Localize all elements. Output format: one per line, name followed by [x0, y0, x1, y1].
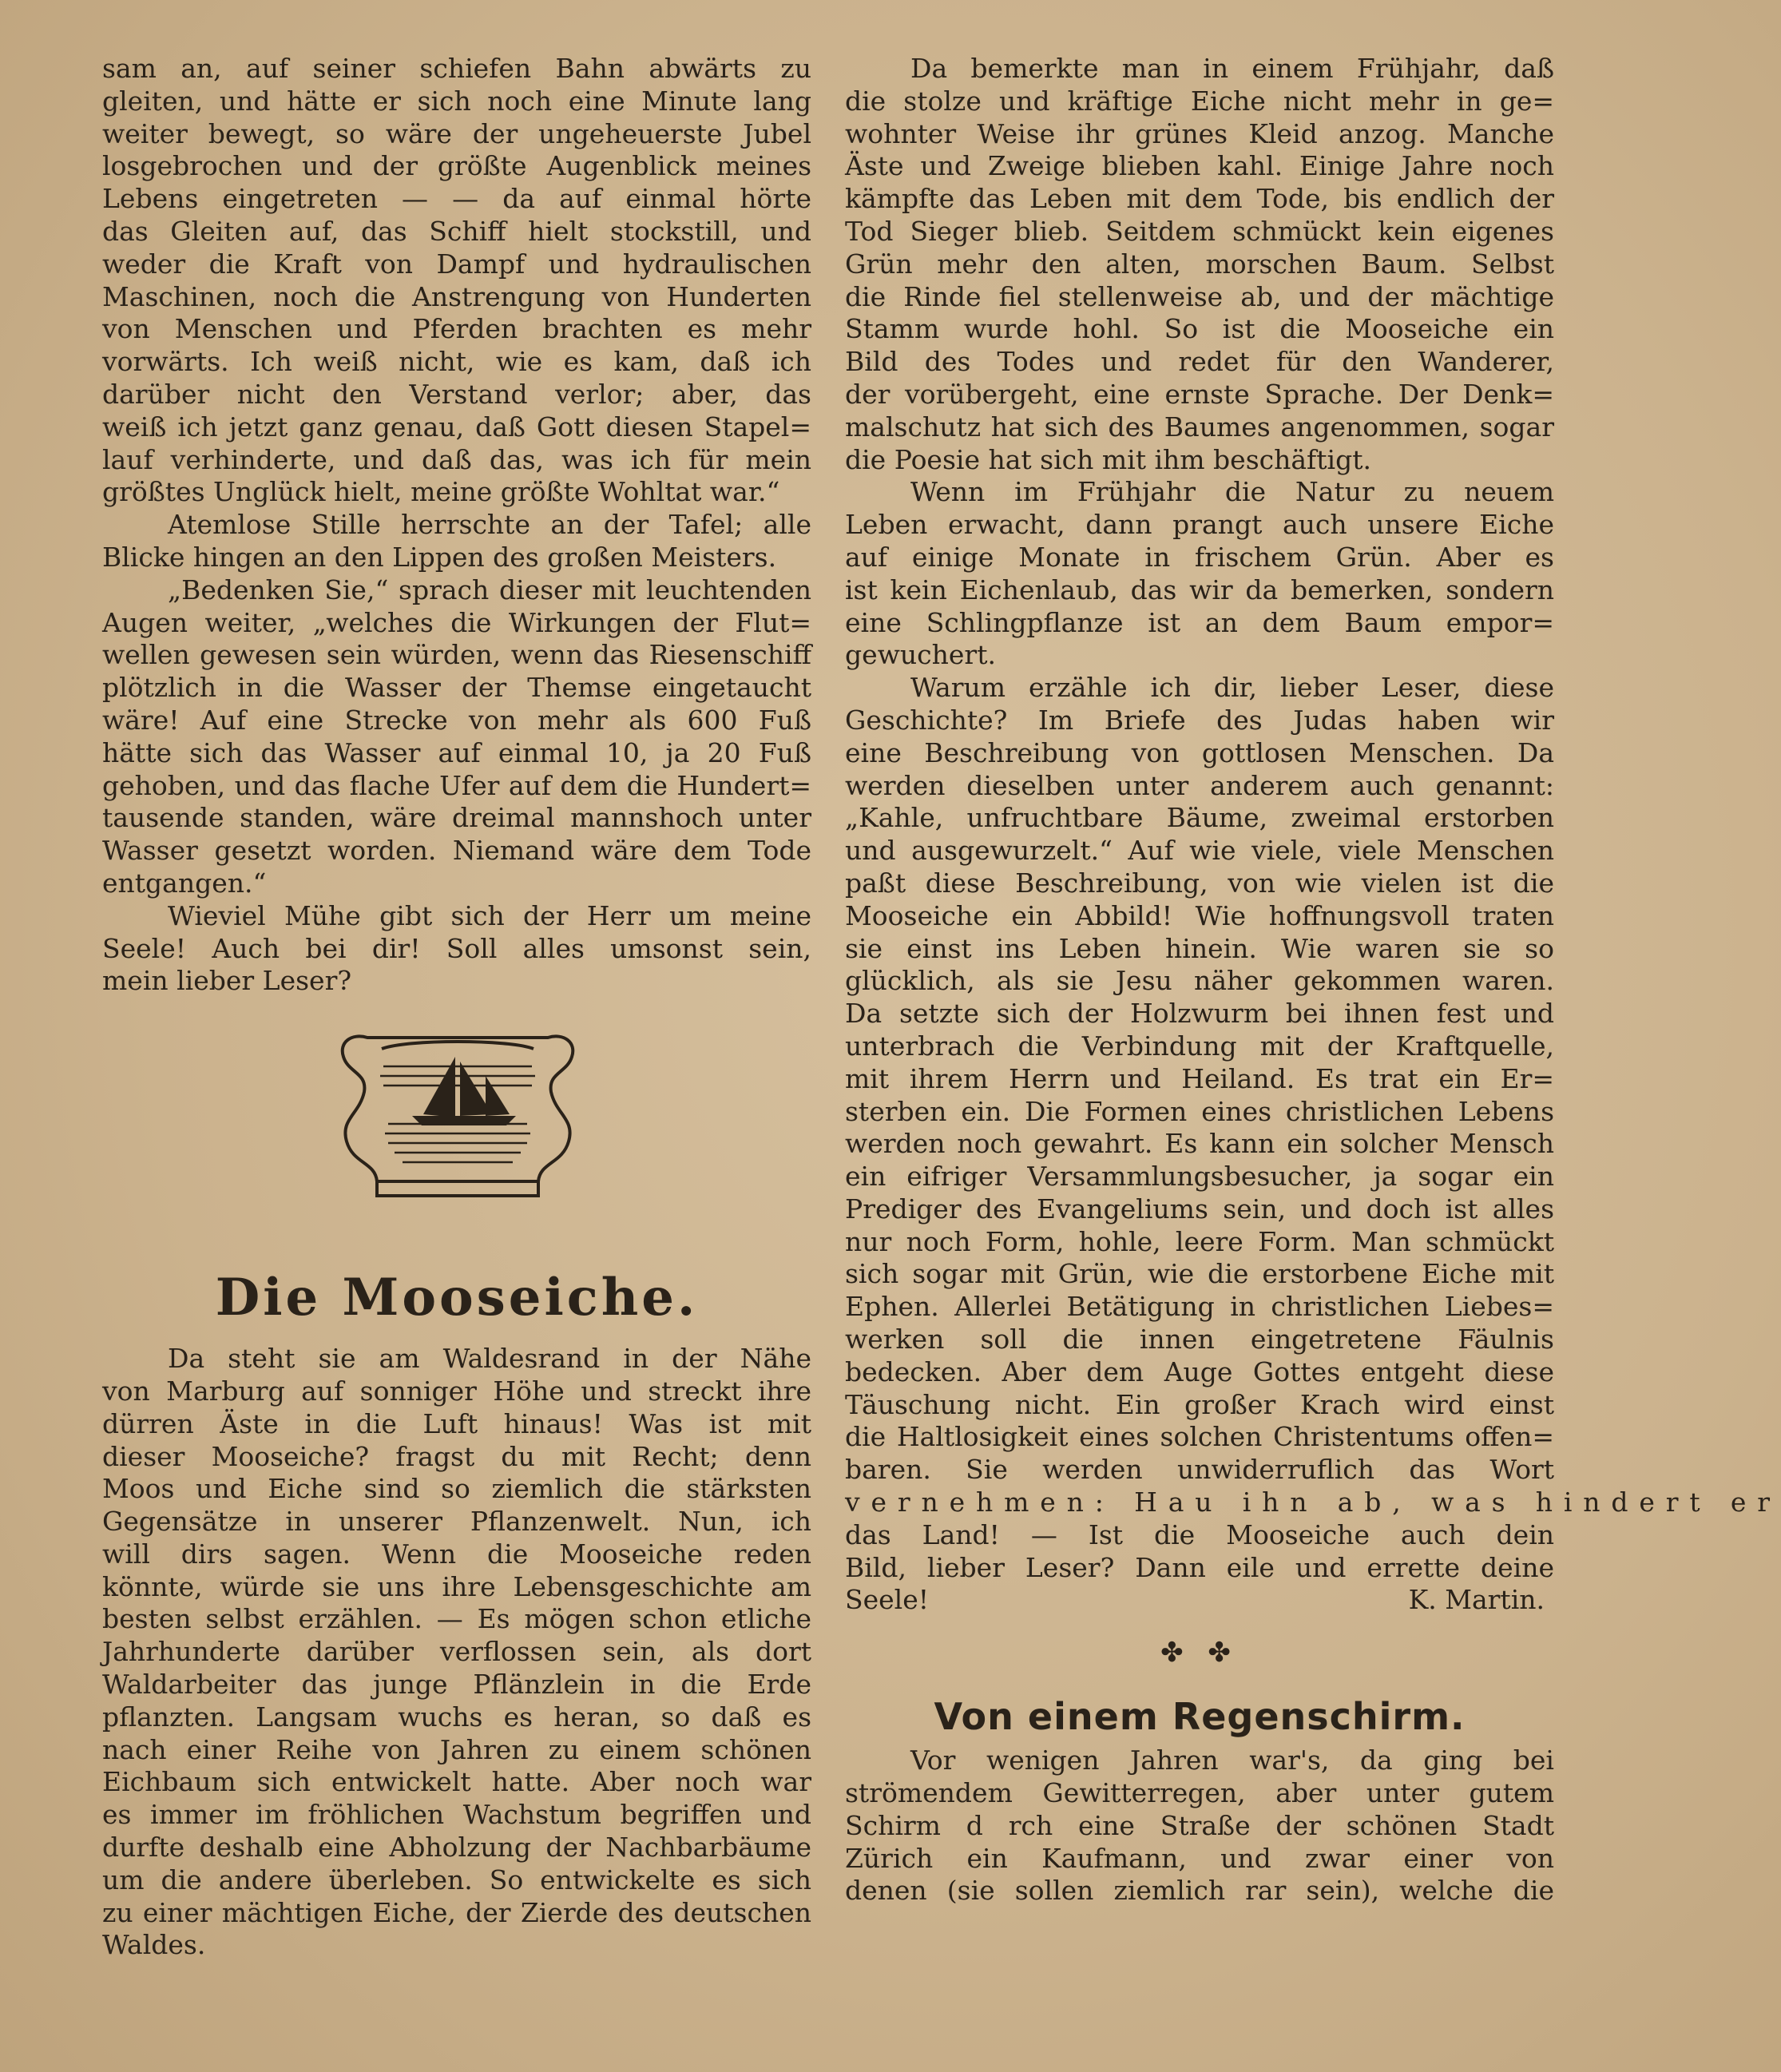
- text-line: malschutz hat sich des Baumes angenommen, sogar: [845, 411, 1554, 443]
- text-line: [845, 1584, 1554, 1617]
- text-line: Prediger des Evangeliums sein, und doch ist alles: [845, 1193, 1554, 1225]
- text-line: pflanzten. Langsam wuchs es heran, so daß es: [102, 1701, 811, 1733]
- text-line: losgebrochen und der größte Augenblick meines: [102, 150, 811, 182]
- text-line: Vor wenigen Jahren war's, da ging bei: [910, 1745, 1554, 1776]
- text-line: hätte sich das Wasser auf einmal 10, ja 20 Fuß: [102, 736, 811, 768]
- text-line: Stamm wurde hohl. So ist die Mooseiche ein: [845, 313, 1554, 345]
- text-line: Gegensätze in unserer Pflanzenwelt. Nun, ich: [102, 1506, 811, 1538]
- text-line: „Kahle, unfruchtbare Bäume, zweimal erstorben: [845, 802, 1554, 834]
- text-line: Wieviel Mühe gibt sich der Herr um meine: [168, 899, 811, 931]
- text-line: Grün mehr den alten, morschen Baum. Selbst: [845, 248, 1554, 280]
- text-line: Jahrhunderte darüber verflossen sein, als dort: [102, 1636, 811, 1668]
- text-line: mein lieber Leser?: [102, 965, 352, 997]
- text-line: eine Beschreibung von gottlosen Menschen. Da: [845, 736, 1554, 768]
- text-line: weder die Kraft von Dampf und hydraulischen: [102, 248, 811, 280]
- text-line: wohnter Weise ihr grünes Kleid anzog. Manche: [845, 117, 1554, 149]
- text-line: nur noch Form, hohle, leere Form. Man schmückt: [845, 1225, 1554, 1257]
- text-line: unterbrach die Verbindung mit der Kraftquelle,: [845, 1030, 1554, 1062]
- text-line: entgangen.“: [102, 867, 267, 899]
- text-line: Bild des Todes und redet für den Wanderer,: [845, 346, 1554, 378]
- text-line: denen (sie sollen ziemlich rar sein), welche die: [845, 1875, 1554, 1907]
- text-line: nach einer Reihe von Jahren zu einem schönen: [102, 1733, 811, 1765]
- text-line: will dirs sagen. Wenn die Mooseiche reden: [102, 1538, 811, 1570]
- text-line: mit ihrem Herrn und Heiland. Es trat ein Er=: [845, 1062, 1554, 1094]
- text-line: die Rinde fiel stellenweise ab, und der mächtige: [845, 280, 1554, 312]
- text-line: vernehmen: Hau ihn ab, was hindert er: [845, 1487, 1781, 1518]
- text-line: größtes Unglück hielt, meine größte Wohltat war.“: [102, 476, 780, 508]
- text-line: Blicke hingen an den Lippen des großen Meisters.: [102, 541, 777, 573]
- text-line: Atemlose Stille herrschte an der Tafel; alle: [168, 509, 811, 541]
- text-line: auf einige Monate in frischem Grün. Aber es: [845, 541, 1554, 573]
- text-line: und ausgewurzelt.“ Auf wie viele, viele Menschen: [845, 835, 1554, 867]
- ship-ornament-icon: [335, 1025, 580, 1205]
- text-line: dieser Mooseiche? fragst du mit Recht; denn: [102, 1440, 811, 1472]
- text-line: gewuchert.: [845, 639, 996, 671]
- text-line: Lebens eingetreten — — da auf einmal hörte: [102, 183, 811, 215]
- text-line: ist kein Eichenlaub, das wir da bemerken, sondern: [845, 574, 1554, 605]
- text-line: paßt diese Beschreibung, von wie vielen ist die: [845, 867, 1554, 899]
- text-line: „Bedenken Sie,“ sprach dieser mit leuchtenden: [168, 574, 811, 605]
- text-line: werken soll die innen eingetretene Fäulnis: [845, 1324, 1554, 1356]
- text-line: gleiten, und hätte er sich noch eine Minute lang: [102, 85, 811, 117]
- text-line: Zürich ein Kaufmann, und zwar einer von: [845, 1842, 1554, 1874]
- text-line: sie einst ins Leben hinein. Wie waren sie so: [845, 932, 1554, 964]
- text-line: wäre! Auf eine Strecke von mehr als 600 Fuß: [102, 704, 811, 736]
- article-title-mooseiche: Die Mooseiche.: [215, 1268, 699, 1328]
- text-line-end: Seele!: [845, 1584, 930, 1616]
- text-line: wellen gewesen sein würden, wenn das Riesenschiff: [102, 639, 811, 671]
- text-line: bedecken. Aber dem Auge Gottes entgeht diese: [845, 1356, 1554, 1387]
- text-line: Waldes.: [102, 1929, 206, 1961]
- text-line: Tod Sieger blieb. Seitdem schmückt kein eigenes: [845, 215, 1554, 247]
- text-line: sterben ein. Die Formen eines christlichen Lebens: [845, 1095, 1554, 1127]
- text-line: weiter bewegt, so wäre der ungeheuerste Jubel: [102, 117, 811, 149]
- text-line: durfte deshalb eine Abholzung der Nachbarbäume: [102, 1832, 811, 1864]
- text-line: zu einer mächtigen Eiche, der Zierde des deutschen: [102, 1896, 811, 1928]
- text-line: das Gleiten auf, das Schiff hielt stockstill, und: [102, 215, 811, 247]
- text-line: Moos und Eiche sind so ziemlich die stärksten: [102, 1473, 811, 1505]
- text-line: baren. Sie werden unwiderruflich das Wort: [845, 1454, 1554, 1486]
- text-line: eine Schlingpflanze ist an dem Baum empor=: [845, 606, 1554, 638]
- text-line: Mooseiche ein Abbild! Wie hoffnungsvoll traten: [845, 899, 1554, 931]
- text-line: sich sogar mit Grün, wie die erstorbene Eiche mit: [845, 1258, 1554, 1290]
- text-line: Äste und Zweige blieben kahl. Einige Jahre noch: [845, 150, 1554, 182]
- text-line: werden noch gewahrt. Es kann ein solcher Mensch: [845, 1128, 1554, 1160]
- text-line: Ephen. Allerlei Betätigung in christlichen Liebes=: [845, 1291, 1554, 1323]
- text-line: vorwärts. Ich weiß nicht, wie es kam, daß ich: [102, 346, 811, 378]
- text-line: die Haltlosigkeit eines solchen Christentums offen=: [845, 1421, 1554, 1453]
- text-line: die Poesie hat sich mit ihm beschäftigt.: [845, 443, 1371, 475]
- text-line: es immer im fröhlichen Wachstum begriffen und: [102, 1799, 811, 1831]
- left-column: [102, 53, 811, 1962]
- text-line: der vorübergeht, eine ernste Sprache. Der Denk=: [845, 378, 1554, 410]
- text-line: das Land! — Ist die Mooseiche auch dein: [845, 1518, 1554, 1550]
- text-line: Schirm d rch eine Straße der schönen Stadt: [845, 1809, 1554, 1841]
- text-line: von Menschen und Pferden brachten es mehr: [102, 313, 811, 345]
- text-line: werden dieselben unter anderem auch genannt:: [845, 769, 1554, 801]
- text-line: kämpfte das Leben mit dem Tode, bis endlich der: [845, 183, 1554, 215]
- text-line: Leben erwacht, dann prangt auch unsere Eiche: [845, 509, 1554, 541]
- text-line: besten selbst erzählen. — Es mögen schon etliche: [102, 1603, 811, 1635]
- author-signature: K. Martin.: [1408, 1584, 1545, 1616]
- text-line: weiß ich jetzt ganz genau, daß Gott diesen Stapel=: [102, 411, 811, 443]
- text-line: Warum erzähle ich dir, lieber Leser, diese: [910, 672, 1554, 704]
- text-line: Da setzte sich der Holzwurm bei ihnen fest und: [845, 998, 1554, 1030]
- text-line: Eichbaum sich entwickelt hatte. Aber noch war: [102, 1766, 811, 1798]
- section-separator: ✤ ✤: [1160, 1637, 1239, 1669]
- text-line: von Marburg auf sonniger Höhe und streckt ihre: [102, 1375, 811, 1407]
- right-column: [845, 53, 1781, 1907]
- text-line: ein eifriger Versammlungsbesucher, ja sogar ein: [845, 1161, 1554, 1193]
- text-line: Seele! Auch bei dir! Soll alles umsonst sein,: [102, 932, 811, 964]
- text-line: strömendem Gewitterregen, aber unter gutem: [845, 1777, 1554, 1809]
- text-line: Maschinen, noch die Anstrengung von Hunderten: [102, 280, 811, 312]
- ship-vignette: [102, 998, 811, 1253]
- text-line: Waldarbeiter das junge Pflänzlein in die Erde: [102, 1669, 811, 1701]
- text-line: tausende standen, wäre dreimal mannshoch unter: [102, 802, 811, 834]
- text-line: lauf verhinderte, und daß das, was ich für mein: [102, 443, 811, 475]
- text-line: sam an, auf seiner schiefen Bahn abwärts zu: [102, 53, 811, 84]
- text-line: Augen weiter, „welches die Wirkungen der Flut=: [102, 606, 811, 638]
- text-line: die stolze und kräftige Eiche nicht mehr in ge=: [845, 85, 1554, 117]
- text-line: könnte, würde sie uns ihre Lebensgeschichte am: [102, 1570, 811, 1602]
- text-line: gehoben, und das flache Ufer auf dem die Hundert=: [102, 769, 811, 801]
- text-line: Täuschung nicht. Ein großer Krach wird einst: [845, 1388, 1554, 1420]
- text-line: um die andere überleben. So entwickelte es sich: [102, 1864, 811, 1895]
- article-title-regenschirm: Von einem Regenschirm.: [934, 1695, 1466, 1739]
- text-line: Wasser gesetzt worden. Niemand wäre dem Tode: [102, 835, 811, 867]
- text-line: glücklich, als sie Jesu näher gekommen waren.: [845, 965, 1554, 997]
- text-line: darüber nicht den Verstand verlor; aber, das: [102, 378, 811, 410]
- text-line: Geschichte? Im Briefe des Judas haben wir: [845, 704, 1554, 736]
- text-line: plötzlich in die Wasser der Themse eingetaucht: [102, 672, 811, 704]
- text-line: Da bemerkte man in einem Frühjahr, daß: [910, 53, 1554, 84]
- text-line: Bild, lieber Leser? Dann eile und errette deine: [845, 1551, 1554, 1583]
- text-line: Da steht sie am Waldesrand in der Nähe: [168, 1343, 811, 1375]
- text-line: dürren Äste in die Luft hinaus! Was ist mit: [102, 1407, 811, 1439]
- text-line: Wenn im Frühjahr die Natur zu neuem: [910, 476, 1554, 508]
